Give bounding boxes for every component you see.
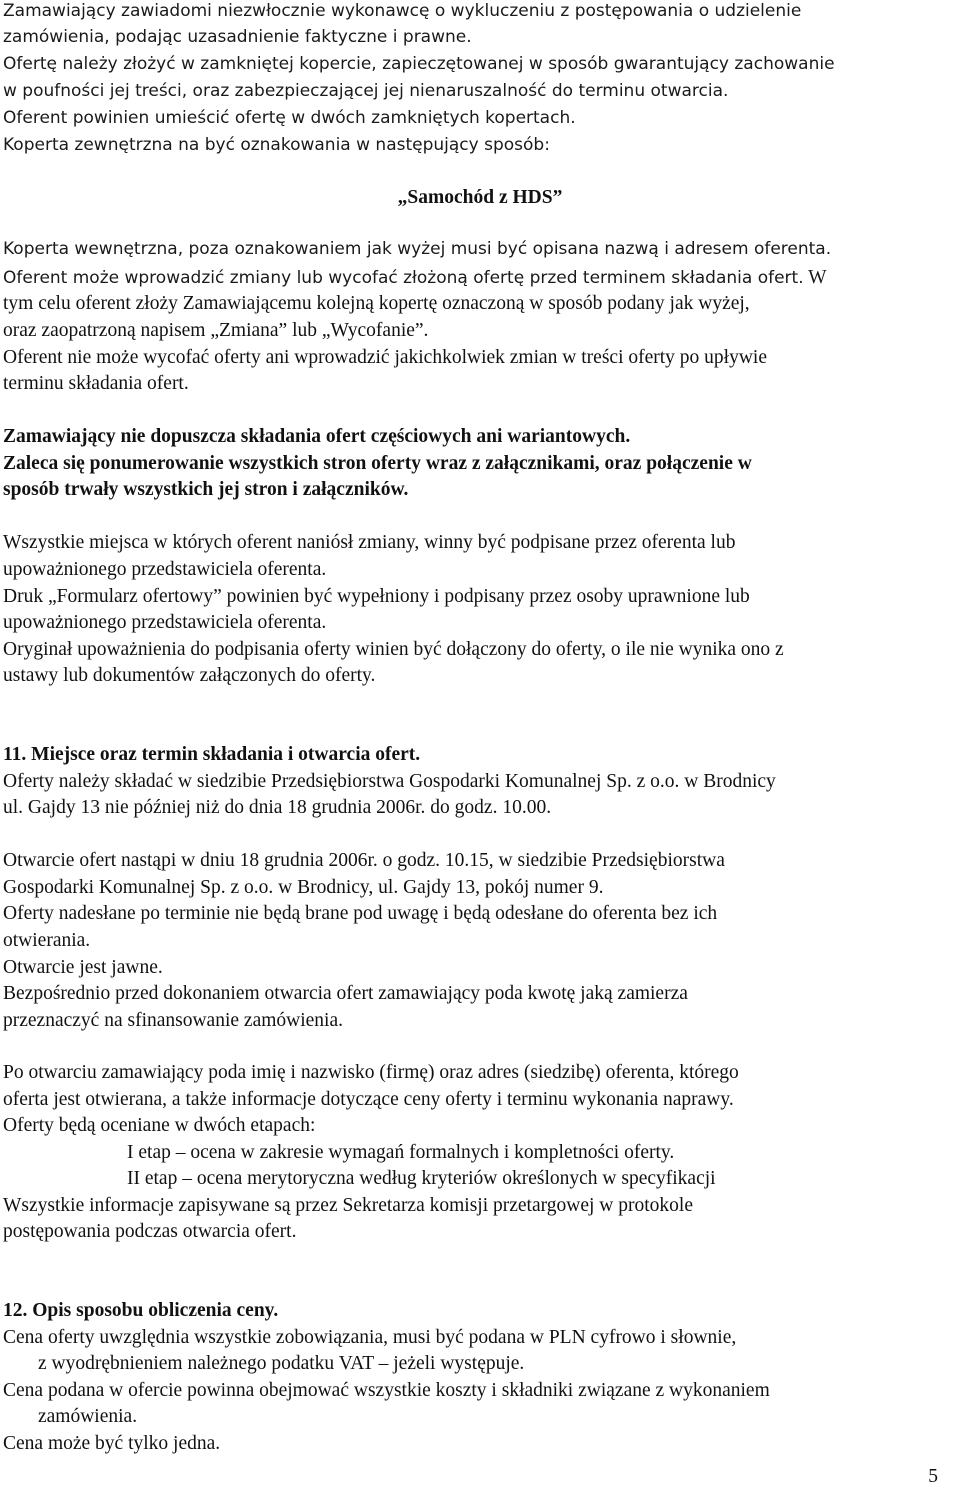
text-line (3, 613, 326, 633)
text-line (3, 851, 725, 871)
text-line (3, 798, 551, 818)
line-text: „Samochód z HDS” (397, 187, 563, 208)
text-line (3, 321, 428, 341)
line-text: Oferty należy składać w siedzibie Przedsiębiorstwa Gospodarki Komunalnej Sp. z o.o. w Brodnicy (3, 771, 776, 792)
line-text: zamówienia. (38, 1406, 138, 1427)
text-line (3, 83, 728, 100)
text-line (3, 374, 189, 394)
text-line (3, 241, 831, 258)
line-text: Koperta zewnętrzna na być oznakowania w następujący sposób: (3, 135, 550, 155)
text-line (38, 1407, 137, 1427)
text-line (3, 1196, 693, 1216)
line-text: Druk „Formularz ofertowy” powinien być wypełniony i podpisany przez osoby uprawnione lub (3, 586, 750, 607)
text-line (3, 1011, 343, 1031)
bold-text-line (3, 1301, 278, 1321)
text-line (3, 1222, 296, 1242)
line-text: oraz zaopatrzoną napisem „Zmiana” lub „Wycofanie”. (3, 320, 429, 341)
line-text: Oferent powinien umieścić ofertę w dwóch zamkniętych kopertach. (3, 108, 576, 128)
line-text: ustawy lub dokumentów załączonych do oferty. (3, 665, 376, 686)
line-text: postępowania podczas otwarcia ofert. (3, 1221, 297, 1242)
text-line (3, 1116, 315, 1136)
line-text: Zamawiający zawiadomi niezwłocznie wykonawcę o wykluczeniu z postępowania o udzielenie (3, 1, 802, 21)
bold-text-line (3, 480, 408, 500)
text-line (3, 931, 90, 951)
line-text: Otwarcie ofert nastąpi w dniu 18 grudnia 2006r. o godz. 10.15, w siedzibie Przedsiębiorstwa (3, 850, 725, 871)
bold-text-line (3, 745, 420, 765)
line-text: Koperta wewnętrzna, poza oznakowaniem jak wyżej musi być opisana nazwą i adresem oferenta. (3, 239, 832, 259)
line-text: Oferty będą oceniane w dwóch etapach: (3, 1115, 316, 1136)
line-text: Zaleca się ponumerowanie wszystkich stron oferty wraz z załącznikami, oraz połączenie w (3, 453, 752, 474)
text-line (3, 110, 576, 127)
line-text: z wyodrębnieniem należnego podatku VAT – jeżeli występuje. (38, 1353, 525, 1374)
text-line (3, 348, 767, 368)
text-line (3, 904, 717, 924)
text-line (3, 772, 776, 792)
text-line (3, 56, 835, 73)
line-text: Cena podana w ofercie powinna obejmować wszystkie koszty i składniki związane z wykonaniem (3, 1380, 770, 1401)
text-line (3, 560, 326, 580)
line-text: Bezpośrednio przed dokonaniem otwarcia ofert zamawiający poda kwotę jaką zamierza (3, 983, 688, 1004)
line-text: sposób trwały wszystkich jej stron i załączników. (3, 479, 409, 500)
text-line (127, 1169, 716, 1189)
line-text: w poufności jej treści, oraz zabezpieczającej jej nienaruszalność do terminu otwarcia. (3, 81, 729, 101)
line-text: Zamawiający nie dopuszcza składania ofert częściowych ani wariantowych. (3, 426, 631, 447)
text-line (3, 268, 827, 288)
text-line (3, 1090, 734, 1110)
bold-text-line (3, 454, 752, 474)
text-line (127, 1143, 674, 1163)
line-text: przeznaczyć na sfinansowanie zamówienia. (3, 1010, 343, 1031)
line-text: Otwarcie jest jawne. (3, 957, 163, 978)
line-text: Cena oferty uwzględnia wszystkie zobowiązania, musi być podana w PLN cyfrowo i słownie, (3, 1327, 737, 1348)
text-line (3, 958, 163, 978)
text-line (3, 1328, 736, 1348)
line-text: Gospodarki Komunalnej Sp. z o.o. w Brodnicy, ul. Gajdy 13, pokój numer 9. (3, 877, 604, 898)
text-line (3, 137, 550, 154)
text-line (38, 1354, 524, 1374)
text-line (3, 1381, 770, 1401)
line-text: Cena może być tylko jedna. (3, 1433, 221, 1454)
text-line (3, 640, 784, 660)
line-text: otwierania. (3, 930, 91, 951)
text-line (3, 294, 750, 314)
line-text: 11. Miejsce oraz termin składania i otwarcia ofert. (3, 744, 421, 765)
line-text: oferta jest otwierana, a także informacje dotyczące ceny oferty i terminu wykonania naprawy. (3, 1089, 734, 1110)
text-line (3, 666, 375, 686)
bold-text-line (3, 427, 630, 447)
line-text: I etap – ocena w zakresie wymagań formalnych i kompletności oferty. (127, 1142, 675, 1163)
line-text: II etap – ocena merytoryczna według kryteriów określonych w specyfikacji (127, 1168, 716, 1189)
text-line (3, 1063, 739, 1083)
text-line (3, 533, 735, 553)
line-text: terminu składania ofert. (3, 373, 189, 394)
line-text: Ofertę należy złożyć w zamkniętej kopercie, zapieczętowanej w sposób gwarantujący zachowanie (3, 54, 835, 74)
line-text: upoważnionego przedstawiciela oferenta. (3, 559, 327, 580)
line-text: Oferent może wprowadzić zmiany lub wycofać złożoną ofertę przed terminem składania ofert. (3, 268, 804, 288)
line-text: upoważnionego przedstawiciela oferenta. (3, 612, 327, 633)
line-text: Po otwarciu zamawiający poda imię i nazwisko (firmę) oraz adres (siedzibę) oferenta, którego (3, 1062, 739, 1083)
line-text: Oryginał upoważnienia do podpisania oferty winien być dołączony do oferty, o ile nie wynika ono z (3, 639, 784, 660)
line-text: Wszystkie informacje zapisywane są przez Sekretarza komisji przetargowej w protokole (3, 1195, 693, 1216)
line-text: Oferent nie może wycofać oferty ani wprowadzić jakichkolwiek zmian w treści oferty po upływie (3, 347, 767, 368)
line-text: Oferty nadesłane po terminie nie będą brane pod uwagę i będą odesłane do oferenta bez ich (3, 903, 718, 924)
line-tail: W (803, 267, 827, 288)
page-number: 5 (928, 1466, 938, 1487)
text-line (3, 984, 688, 1004)
line-text: Wszystkie miejsca w których oferent naniósł zmiany, winny być podpisane przez oferenta lub (3, 532, 736, 553)
line-text: zamówienia, podając uzasadnienie faktyczne i prawne. (3, 27, 472, 47)
text-line (3, 587, 750, 607)
envelope-label (0, 188, 960, 208)
text-line (3, 878, 603, 898)
text-line (3, 3, 801, 20)
line-text: tym celu oferent złoży Zamawiającemu kolejną kopertę oznaczoną w sposób podany jak wyżej, (3, 293, 750, 314)
line-text: 12. Opis sposobu obliczenia ceny. (3, 1300, 279, 1321)
line-text: ul. Gajdy 13 nie później niż do dnia 18 grudnia 2006r. do godz. 10.00. (3, 797, 552, 818)
text-line (3, 29, 472, 46)
text-line (3, 1434, 220, 1454)
